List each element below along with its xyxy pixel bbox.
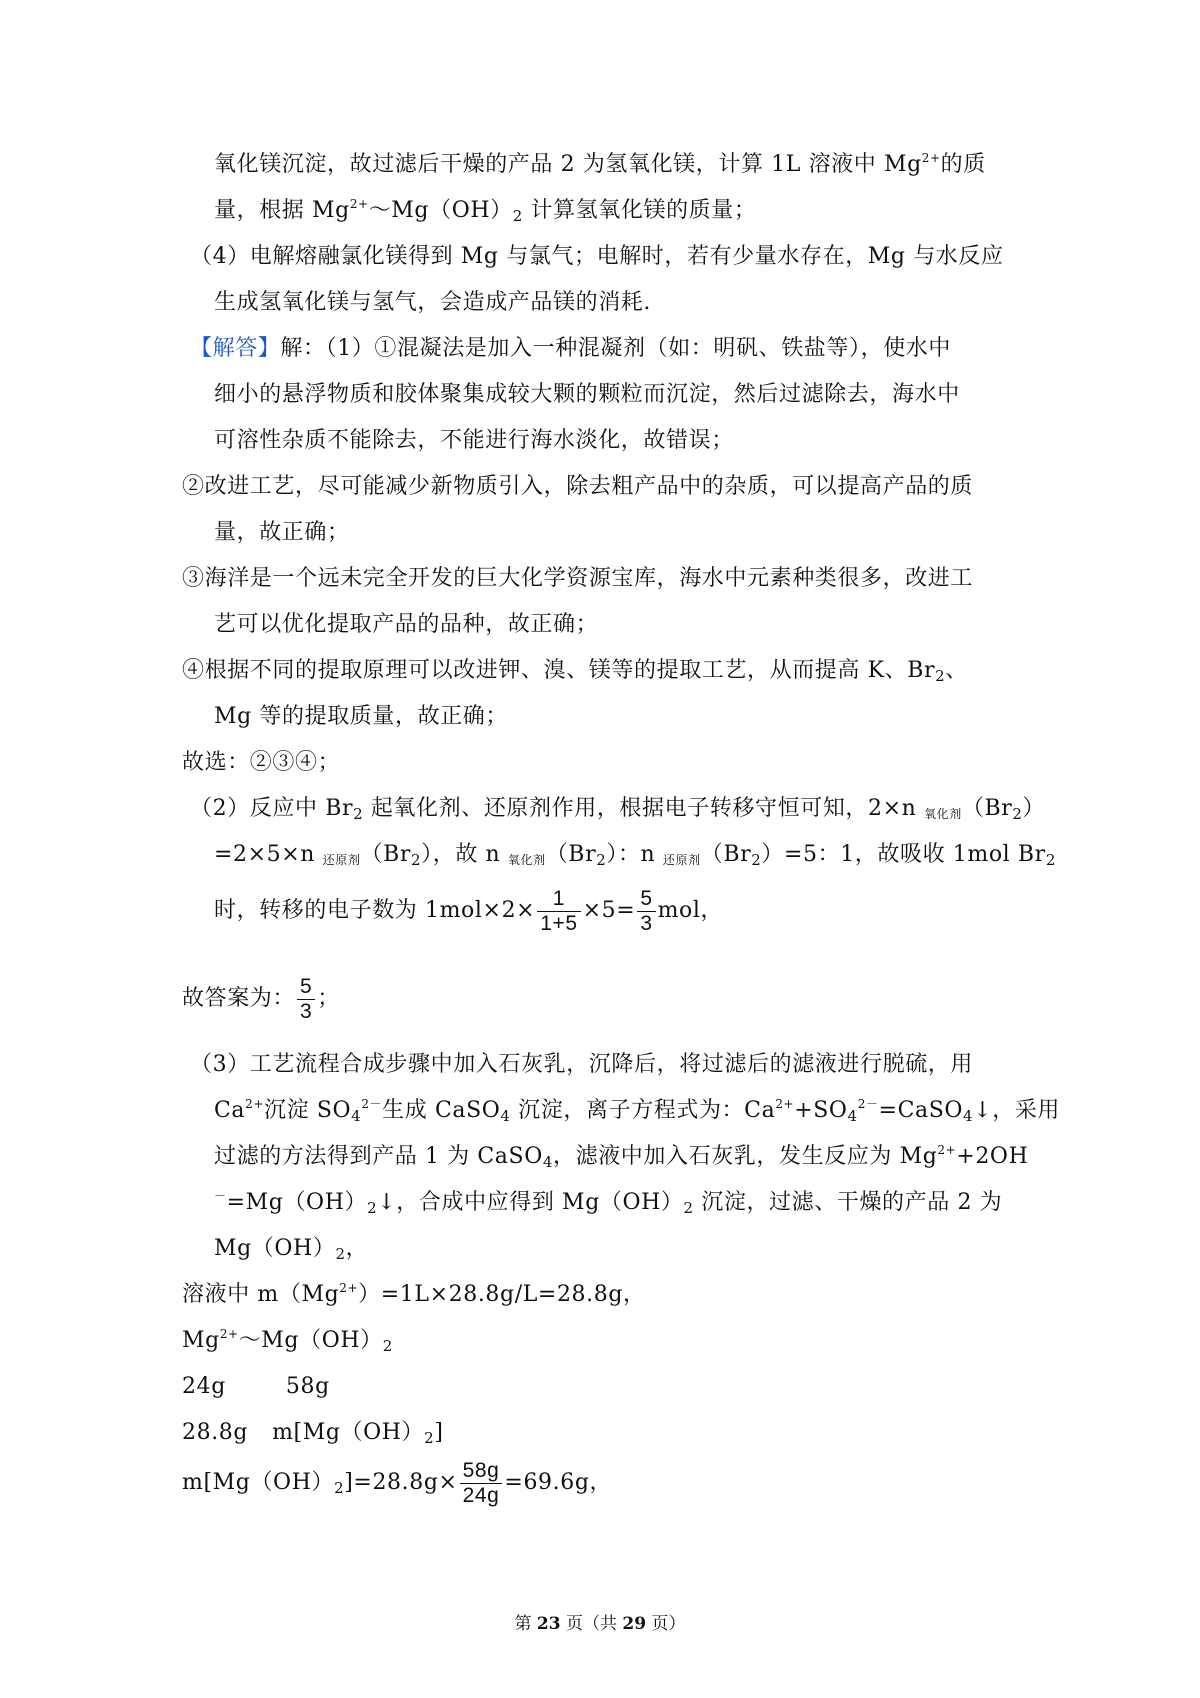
text-line: 24g 58g — [182, 1374, 330, 1399]
text-line: 28.8g $m[Mg(OH)_2]$ — [182, 1420, 444, 1447]
page-footer: 第 23 页（共 29 页） — [514, 1614, 686, 1634]
total-pages: 29 — [622, 1614, 647, 1634]
text-line: 艺可以优化提取产品的品种，故正确； — [214, 612, 599, 637]
text-line: Mg 等的提取质量，故正确； — [214, 704, 509, 729]
fraction: $\frac{5}{3}$ — [637, 887, 655, 936]
text-line: $Mg^{2+}\sim Mg(OH)_2$ — [182, 1327, 393, 1355]
text-line: $Ca^{2+}$沉淀 $SO_4^{2-}$生成 CaSO$_4$ 沉淀，离子方程式为：$Ca^{2+}+SO_4^{2-}=CaSO_4↓$，采用 — [214, 1097, 1061, 1125]
text-line: 生成氢氧化镁与氢气，会造成产品镁的消耗. — [214, 290, 651, 315]
text-line: 氧化镁沉淀，故过滤后干燥的产品 2 为氢氧化镁，计算 1L 溶液中 $Mg^{2+}$的质 — [214, 151, 986, 177]
text-line: 细小的悬浮物质和胶体聚集成较大颗的颗粒而沉淀，然后过滤除去，海水中 — [214, 382, 960, 407]
text-line: ②改进工艺，尽可能减少新物质引入，除去粗产品中的杂质，可以提高产品的质 — [182, 474, 974, 499]
text-line: ③海洋是一个远未完全开发的巨大化学资源宝库，海水中元素种类很多，改进工 — [182, 566, 974, 591]
text-line: =2×5×n $_{还原剂}(Br_2)$，故 n $_{氧化剂}(Br_2)$：n $_{还原剂}(Br_2)=5$：1，故吸收 1mol $Br_2$ — [214, 842, 1056, 869]
text-line: 故选：②③④； — [182, 750, 341, 775]
text-line: 溶液中 $m(Mg^{2+})=1L\times 28.8g/L=28.8g$， — [182, 1281, 646, 1307]
text-line: 可溶性杂质不能除去，不能进行海水淡化，故错误； — [214, 428, 734, 453]
text-line: $^-=Mg(OH)_2↓$，合成中应得到 $Mg(OH)_2$ 沉淀，过滤、干燥的产品 2 为 — [214, 1189, 1003, 1217]
text-line: ④根据不同的提取原理可以改进钾、溴、镁等的提取工艺，从而提高 K、$Br_2$、 — [182, 658, 968, 685]
answer-tag: 【解答】 — [190, 336, 281, 361]
fraction: $\frac{58g}{24g}$ — [460, 1459, 503, 1508]
fraction: $\frac{1}{1+5}$ — [537, 887, 580, 936]
text-line: 量，根据 $Mg^{2+}\sim Mg(OH)_2$ 计算氢氧化镁的质量； — [214, 197, 757, 225]
text-line: $m[Mg(OH)_2]=28.8g\times$ $\frac{58g}{24g}$ =69.6g， — [182, 1458, 613, 1507]
page-number: 23 — [536, 1614, 561, 1634]
text-line: 量，故正确； — [214, 520, 350, 545]
answer-heading-line: 【解答】解：（1）①混凝法是加入一种混凝剂（如：明矾、铁盐等），使水中 — [190, 336, 952, 361]
text-line: （2）反应中 $Br_2$ 起氧化剂、还原剂作用，根据电子转移守恒可知，2×n $_{氧化剂}(Br_2)$ — [190, 796, 1046, 823]
text-line: （3）工艺流程合成步骤中加入石灰乳，沉降后，将过滤后的滤液进行脱硫，用 — [190, 1052, 973, 1077]
fraction: $\frac{5}{3}$ — [297, 975, 315, 1024]
text-line: $Mg(OH)_2$， — [214, 1236, 369, 1263]
text-line: 过滤的方法得到产品 1 为 CaSO$_4$，滤液中加入石灰乳，发生反应为 $Mg^{2+}+2OH$ — [214, 1143, 1029, 1171]
text-line: 故答案为： $\frac{5}{3}$ ； — [182, 974, 340, 1023]
text-line: （4）电解熔融氯化镁得到 Mg 与氯气；电解时，若有少量水存在，Mg 与水反应 — [190, 244, 1004, 269]
text-line: 时，转移的电子数为 1mol×2× $\frac{1}{1+5}$ ×5= $\frac{5}{3}$ mol， — [214, 886, 724, 935]
